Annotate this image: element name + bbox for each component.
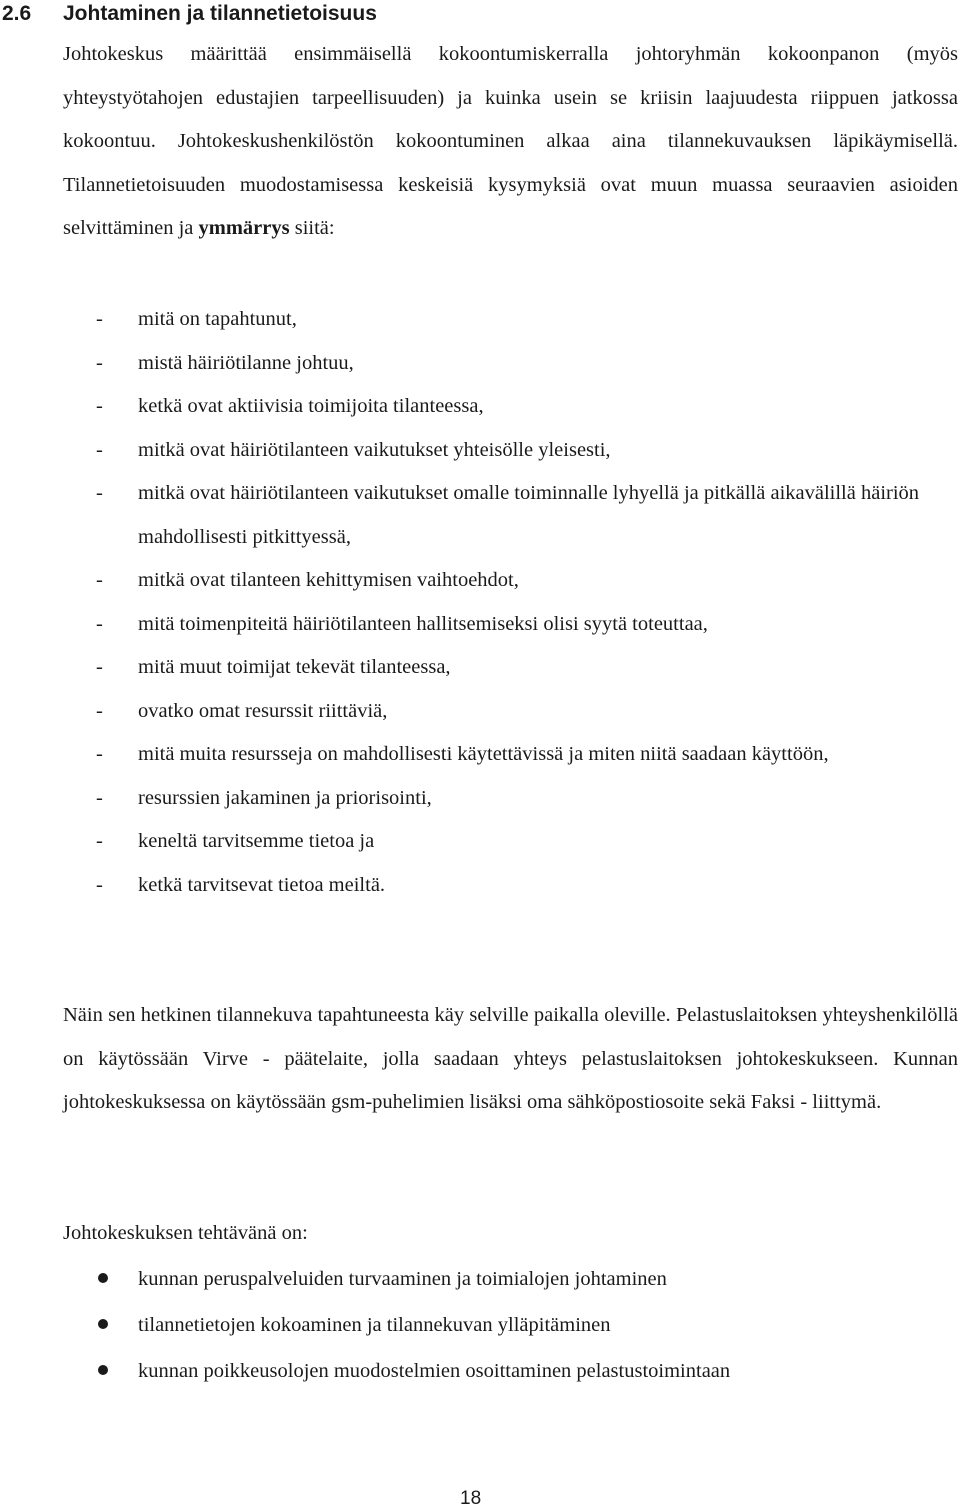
dash-marker: - xyxy=(96,438,103,461)
intro-bold-word: ymmärrys xyxy=(198,217,290,239)
task-list xyxy=(96,1256,926,1394)
dash-marker: - xyxy=(96,786,103,809)
task-text: kunnan poikkeusolojen muodostelmien osoittaminen pelastustoimintaan xyxy=(138,1360,731,1382)
question-text: mistä häiriötilanne johtuu, xyxy=(138,351,354,374)
question-text: mitä muita resursseja on mahdollisesti käytettävissä ja miten niitä saadaan käyttöön, xyxy=(138,743,829,765)
question-text: ketkä ovat aktiivisia toimijoita tilanteessa, xyxy=(138,395,484,417)
bullet-icon xyxy=(98,1319,108,1329)
question-item xyxy=(96,559,926,603)
intro-text-end: siitä: xyxy=(289,217,335,239)
question-item xyxy=(96,472,926,559)
dash-marker: - xyxy=(96,873,103,896)
task-text: tilannetietojen kokoaminen ja tilannekuvan ylläpitäminen xyxy=(138,1314,611,1336)
summary-paragraph: Näin sen hetkinen tilannekuva tapahtuneesta käy selville paikalla oleville. Pelastuslaitoksen yhteyshenkilöllä on käytössään Virve - päätelaite, jolla saadaan yhteys pelastuslaitoksen johtokeskukseen. Kunnan johtokeskuksessa on käytössään gsm-puhelimien lisäksi oma sähköpostiosoite sekä Faksi - liittymä. xyxy=(63,1004,958,1113)
question-text: mitkä ovat häiriötilanteen vaikutukset omalle toiminnalle lyhyellä ja pitkällä aikavälillä häiriön mahdollisesti pitkittyessä, xyxy=(138,482,920,548)
question-text: keneltä tarvitsemme tietoa ja xyxy=(138,830,375,852)
bullet-icon xyxy=(98,1365,108,1375)
section-heading xyxy=(0,0,960,28)
task-item xyxy=(96,1256,926,1302)
intro-text: Johtokeskus määrittää ensimmäisellä kokoontumiskerralla johtoryhmän kokoonpanon (myös yhteystyötahojen edustajien tarpeellisuuden) ja kuinka usein se kriisin laajuudesta riippuen jatkossa kokoontuu. Johtokeskushenkilöstön kokoontuminen alkaa aina tilannekuvauksen läpikäymisellä. Tilannetietoisuuden muodostamisessa keskeisiä kysymyksiä ovat muun muassa seuraavien asioiden selvittäminen ja xyxy=(63,43,958,239)
dash-marker: - xyxy=(96,699,103,722)
question-item xyxy=(96,646,926,690)
task-text: kunnan peruspalveluiden turvaaminen ja toimialojen johtaminen xyxy=(138,1268,667,1290)
dash-marker: - xyxy=(96,308,103,330)
section-number: 2.6 xyxy=(2,2,32,25)
page-number: 18 xyxy=(460,1488,482,1509)
dash-marker: - xyxy=(96,743,103,765)
question-item xyxy=(96,385,926,429)
dash-marker: - xyxy=(96,830,103,852)
question-text: ovatko omat resurssit riittäviä, xyxy=(138,699,388,722)
dash-marker: - xyxy=(96,482,103,504)
dash-marker: - xyxy=(96,656,103,678)
question-item xyxy=(96,777,926,821)
question-text: mitä toimenpiteitä häiriötilanteen hallitsemiseksi olisi syytä toteuttaa, xyxy=(138,612,708,635)
question-text: mitkä ovat häiriötilanteen vaikutukset yhteisölle yleisesti, xyxy=(138,438,611,461)
task-item xyxy=(96,1348,926,1394)
dash-marker: - xyxy=(96,569,103,591)
question-list xyxy=(96,298,926,907)
task-item xyxy=(96,1302,926,1348)
question-item xyxy=(96,603,926,647)
bullet-icon xyxy=(98,1273,108,1283)
dash-marker: - xyxy=(96,612,103,635)
question-text: mitä on tapahtunut, xyxy=(138,308,297,330)
intro-paragraph xyxy=(63,33,958,251)
dash-marker: - xyxy=(96,395,103,417)
question-item xyxy=(96,733,926,777)
question-text: mitkä ovat tilanteen kehittymisen vaihtoehdot, xyxy=(138,569,519,591)
question-item xyxy=(96,864,926,908)
question-text: mitä muut toimijat tekevät tilanteessa, xyxy=(138,656,451,678)
question-text: resurssien jakaminen ja priorisointi, xyxy=(138,786,432,809)
tasks-heading: Johtokeskuksen tehtävänä on: xyxy=(63,1222,308,1244)
question-item xyxy=(96,690,926,734)
question-item xyxy=(96,342,926,386)
question-text: ketkä tarvitsevat tietoa meiltä. xyxy=(138,873,386,896)
section-title: Johtaminen ja tilannetietoisuus xyxy=(63,2,377,25)
question-item xyxy=(96,429,926,473)
dash-marker: - xyxy=(96,351,103,374)
question-item xyxy=(96,298,926,342)
question-item xyxy=(96,820,926,864)
